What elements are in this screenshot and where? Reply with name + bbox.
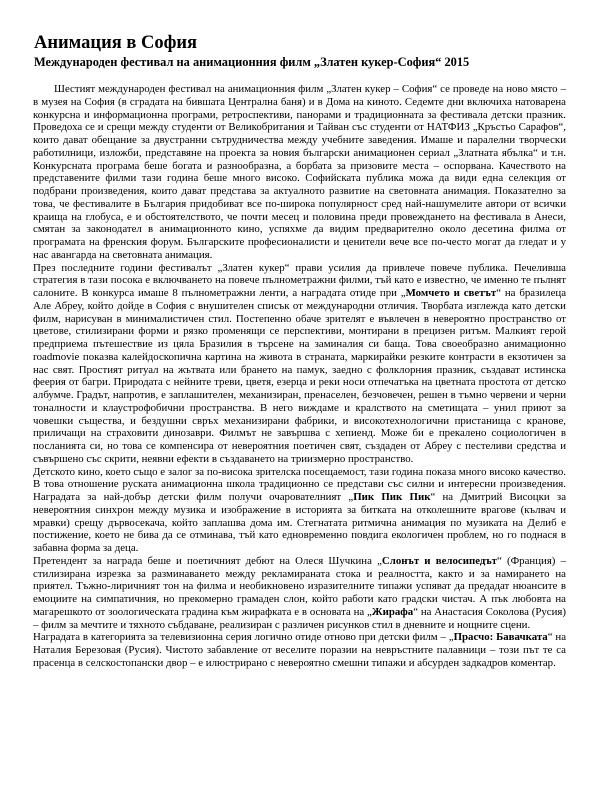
paragraph-text: Шестият международен фестивал на анимационния филм „Златен кукер – София“ се проведе на ново място – в музея на София (в сградата на бившата Централна баня) и в Дома на киното. Седемте дни включиха натоварена конкурсна и информационна програми, ретроспективи, панорами и традиционната за фестивала детски празник. Проведоха се и срещи между студенти от Великобритания и Тайван със студенти от НАТФИЗ „Кръстьо Сарафов“, които дават обещание за двустранни сътрудничества между учебните заведения. Имаше и паралелни творчески работилници, изложби, представяне на проекта за новия български анимационен сериал „Златната ябълка“ и т.н. Конкурсната програма беше богата и разнообразна, а борбата за призовите места – оспорвана. Качеството на представените филми тази година беше много високо. Софийската публика можа да види една селекция от подбрани произведения, които дават представа за актуалното развитие на световната анимация. Показателно за това, че фестивалите в България придобиват все по-широка популярност сред най-нашумелите автори от всички краища на глобуса, е и обстоятелството, че почти месец и половина преди провеждането на фестивала в Анеси, смятан за законодател в анимационното кино, успяхме да видим предварително около десетина филма от програмата на френския форум. Българските професионалисти и ценители вече все по-често могат да гледат и у нас авангарда на световната анимация.	[33, 83, 566, 261]
paragraph-children-films	[33, 466, 566, 555]
film-title-piglet-babysitter: Прасчо: Бавачката	[453, 631, 548, 644]
page-title: Анимация в София	[34, 33, 198, 53]
film-title-boy-and-world: Момчето и светът	[405, 287, 497, 299]
paragraph-text: “ на бразилеца Але Абреу, който дойде в София с внушителен списък от международни отличия. Творбата изглежда като детски филм, нарисуван в минималистичен стил. Постепенно обаче зрителят е въвлечен в невероятно пространство от цветове, стилизирани форми и рязко променящи се перспективи, монтирани в прецизен ритъм. Малкият герой предприема пътешествие из цяла Бразилия в търсене на заминалия си баща. Това своеобразно анимационно roadmovie показва калейдоскопична картина на живота в страната, маркирайки резките контрасти в екзотичен за нас свят. Простият ритуал на жътвата или брането на памук, заедно с фолклорния празник, създават истинска феерия от багри. Природата с нейните треви, цветя, езерца и реки носи отпечатъка на цветната простота от детско албумче. Градът, напротив, е заплашителен, механизиран, пренаселен, безчовечен, решен в тъмно червени и черни тоналности и клаустрофобични пространства. В него виждаме и кралството на сметищата – унил приют за човешки същества, и бездушни свръх механизирани фабрики, и високотехнологични пристанища с кранове, приличащи на страховити динозаври. Филмът не завършва с хепиенд. Може би е прекалено социологичен в посланията си, но това се компенсира от невероятния поетичен свят, създаден от Абреу с пестеливи средства и съвършено със скрити, неявни ефекти в създаването на триизмерно пространство.	[33, 287, 567, 465]
paragraph-text: “ (Франция) – стилизирана изрезка за разминаването между рекламираната стока и реалността, както и за намирането на приятел. Тъжно-лиричният тон на филма и необикновено изразителните типажи успяват да предадат нюансите в емоциите на симпатичния, но прекомерно грамаден слон, който работи като градски чистач. А пък любовта на магарешкото от зоологическата градина към жирафката е в основата на „	[33, 554, 566, 618]
paragraph-text: Наградата в категорията за телевизионна серия логично отиде отново при детски филм – „	[33, 631, 454, 644]
page-subtitle: Международен фестивал на анимационния филм „Златен кукер-София“ 2015	[34, 55, 470, 69]
paragraph-text: “ на Анастасия Соколова (Русия) – филм за мечтите и тяхното събдаване, реализиран с различен рисунков стил в дневните и нощните сцени.	[33, 605, 567, 631]
film-title-pik-pik-pik: Пик Пик Пик	[353, 491, 431, 503]
paragraph-debut-films	[33, 555, 566, 632]
article-body	[33, 83, 566, 670]
paragraph-text: През последните години фестивалът „Златен кукер“ прави усилия да привлече повече публика. Печелившa стратегия в тази посока е включването на повече пълнометражни филми, тъй като е известно, че именно те пълнят салоните. В конкурса имаше 8 пълнометражни ленти, а наградата отиде при „	[33, 261, 566, 299]
film-title-elephant-and-bicycle: Слонът и велосипедът	[381, 554, 498, 567]
paragraph-text: Детското кино, което също е залог за по-висока зрителска посещаемост, тази година показа много високо качество. В това отношение руската анимационна школа традиционно се представи със силни и интересни произведения. Наградата за най-добър детски филм получи очарователният „	[33, 465, 566, 503]
paragraph-tv-series	[33, 631, 566, 669]
paragraph-text: Претендент за награда беше и поетичният дебют на Олеся Шучкина „	[33, 554, 382, 567]
film-title-giraffe: Жирафа	[371, 605, 414, 618]
paragraph-text: “ на Дмитрий Висоцки за невероятния синхрон между музика и изображение в историята за битката на отколешните врагове (кълвач и мравки) срещу дървосекача, който заплашва дома им. Стегнатата ритмична анимация по музиката на Делиб е постижение, което не бива да се отминава, тъй като едновременно повдига екологичен проблем, но го поднася в забавна форма за деца.	[33, 491, 567, 554]
paragraph-festival-overview	[33, 83, 566, 262]
paragraph-feature-films	[33, 262, 566, 466]
paragraph-text: “ на Наталия Березовая (Русия). Чистото забавление от веселите поразии на невръстните палавници – този път те са прасенца в селскостопански двор – е илюстрирано с невероятно смешни типажи и абсурден задкадров коментар.	[33, 631, 567, 669]
